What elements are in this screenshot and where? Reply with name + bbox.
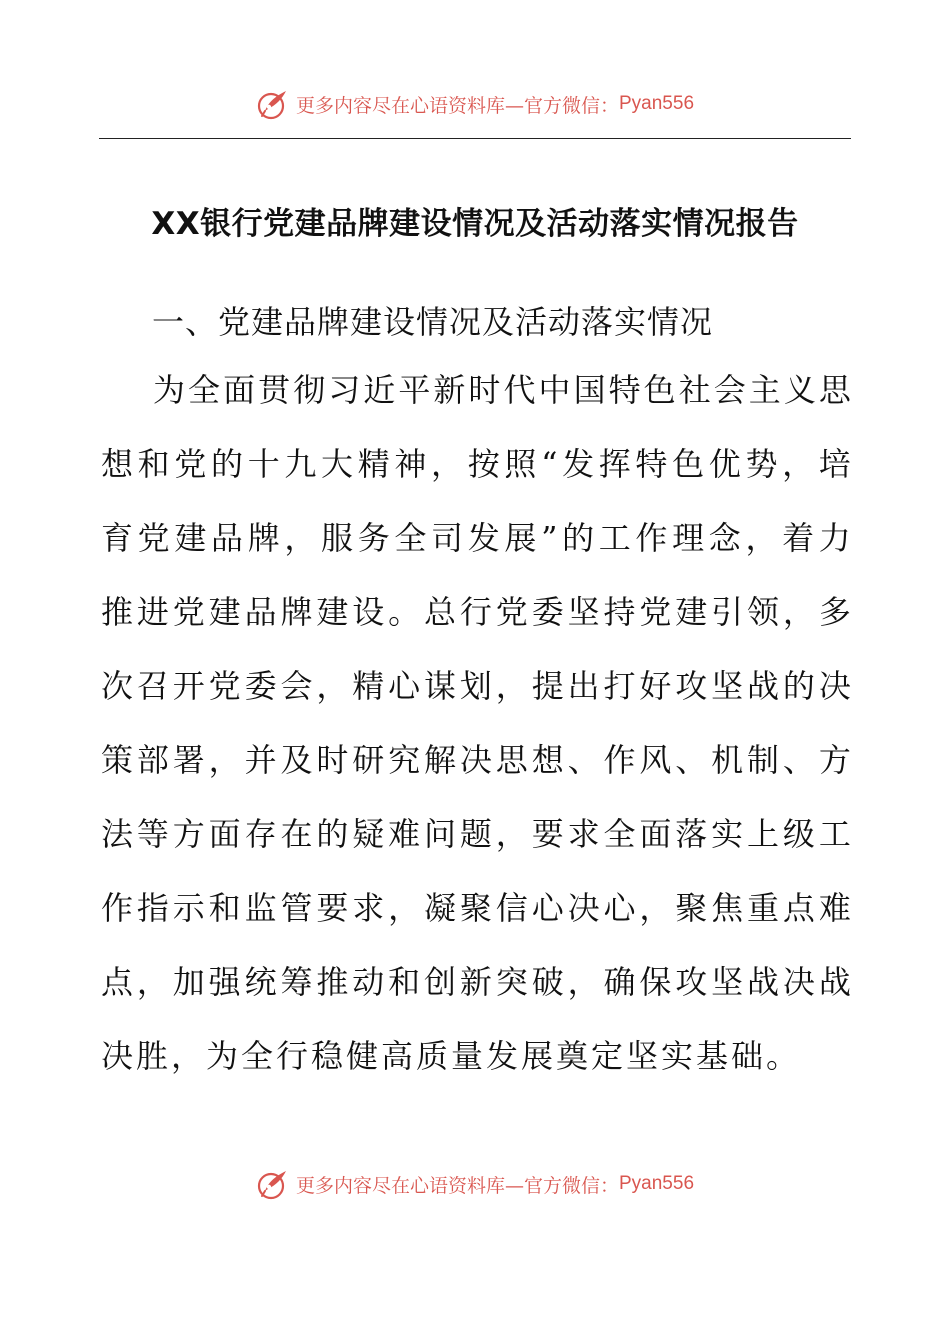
paragraph-line: 想 和 党 的 十 九 大 精 神 ， 按 照 “ 发 挥 特 色 优 势 ， 培	[101, 445, 851, 483]
section-heading: 一、党建品牌建设情况及活动落实情况	[152, 303, 714, 341]
watermark-wechat-id: Pyan556	[619, 1173, 695, 1194]
paragraph-line: 次 召 开 党 委 会 ， 精 心 谋 划 ， 提 出 打 好 攻 坚 战 的 决	[101, 667, 851, 705]
paragraph-line: 点 ， 加 强 统 筹 推 动 和 创 新 突 破 ， 确 保 攻 坚 战 决 战	[101, 963, 851, 1001]
paragraph-line: 为 全 面 贯 彻 习 近 平 新 时 代 中 国 特 色 社 会 主 义 思	[153, 371, 851, 409]
paragraph-line: 育 党 建 品 牌 ， 服 务 全 司 发 展 ” 的 工 作 理 念 ， 着 力	[101, 519, 851, 557]
document-title: XX银行党建品牌建设情况及活动落实情况报告	[151, 206, 799, 242]
paragraph-line: 决胜，为全行稳健高质量发展奠定坚实基础。	[101, 1037, 802, 1075]
body-paragraph	[101, 360, 851, 1100]
watermark-wechat-id: Pyan556	[619, 93, 695, 114]
paragraph-line: 法 等 方 面 存 在 的 疑 难 问 题 ， 要 求 全 面 落 实 上 级 工	[101, 815, 851, 853]
header-watermark	[0, 84, 950, 124]
footer-watermark	[0, 1164, 950, 1204]
quill-logo-icon	[256, 1167, 290, 1201]
watermark-text: 更多内容尽在心语资料库—官方微信：	[295, 94, 619, 117]
quill-logo-icon	[256, 87, 290, 121]
paragraph-line: 策 部 署 ， 并 及 时 研 究 解 决 思 想 、 作 风 、 机 制 、 方	[101, 741, 851, 779]
paragraph-line: 作 指 示 和 监 管 要 求 ， 凝 聚 信 心 决 心 ， 聚 焦 重 点 难	[101, 889, 851, 927]
paragraph-line: 推 进 党 建 品 牌 建 设 。 总 行 党 委 坚 持 党 建 引 领 ， 多	[101, 593, 851, 631]
header-divider	[99, 138, 851, 139]
watermark-text: 更多内容尽在心语资料库—官方微信：	[295, 1174, 619, 1197]
